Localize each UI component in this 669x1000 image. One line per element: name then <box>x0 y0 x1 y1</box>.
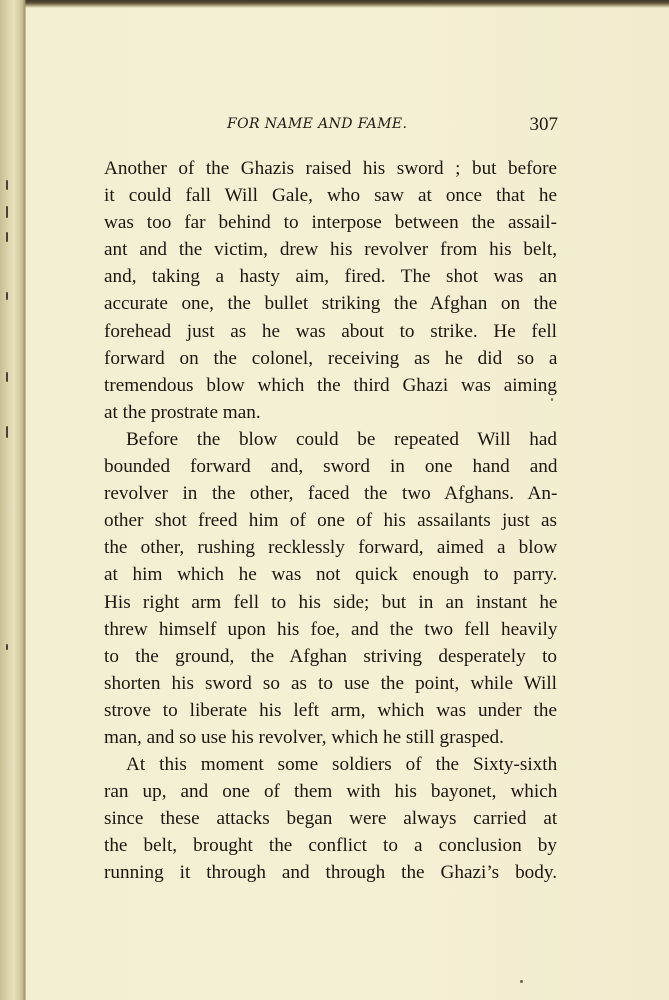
paragraph-3 <box>104 751 557 886</box>
running-head: FOR NAME AND FAME. <box>227 116 408 132</box>
text-line: accurate one, the bullet striking the Afghan on the <box>104 293 558 315</box>
gutter-mark <box>6 292 8 300</box>
text-line: it could fall Will Gale, who saw at once that he <box>104 185 557 207</box>
text-line: at the prostrate man. <box>104 401 261 423</box>
paper-speck <box>520 980 523 983</box>
gutter-mark <box>6 644 8 650</box>
gutter-mark <box>6 232 8 242</box>
gutter-mark <box>6 426 8 438</box>
text-line: Another of the Ghazis raised his sword ; but before <box>104 158 557 179</box>
text-line: Before the blow could be repeated Will had <box>126 428 558 450</box>
text-line: man, and so use his revolver, which he still grasped. <box>104 726 504 748</box>
text-line: His right arm fell to his side; but in an instant he <box>104 591 558 613</box>
paper-speck <box>551 398 553 401</box>
text-line: the other, rushing recklessly forward, aimed a blow <box>104 537 558 559</box>
text-line: forward on the colonel, receiving as he did so a <box>104 347 558 369</box>
body-text <box>104 155 557 887</box>
text-line: was too far behind to interpose between the assail- <box>104 212 557 234</box>
text-line: ant and the victim, drew his revolver from his belt, <box>104 239 557 261</box>
text-line: strove to liberate his left arm, which was under the <box>104 699 557 721</box>
text-line: at him which he was not quick enough to parry. <box>104 564 558 586</box>
text-line: the belt, brought the conflict to a conclusion by <box>104 835 557 857</box>
gutter-mark <box>6 180 8 190</box>
text-line: bounded forward and, sword in one hand and <box>104 456 558 478</box>
gutter-mark <box>6 372 8 382</box>
gutter-mark <box>6 206 8 218</box>
text-line: ran up, and one of them with his bayonet, which <box>104 781 558 803</box>
page-top-edge <box>0 0 669 8</box>
page-gutter <box>0 0 26 1000</box>
page-header <box>103 116 558 140</box>
paragraph-1 <box>104 155 557 426</box>
text-line: At this moment some soldiers of the Sixty-sixth <box>126 754 558 776</box>
text-line: tremendous blow which the third Ghazi was aiming <box>104 374 557 396</box>
text-line: forehead just as he was about to strike. He fell <box>104 320 557 342</box>
text-line: other shot freed him of one of his assailants just as <box>104 510 557 532</box>
text-line: threw himself upon his foe, and the two fell heavily <box>104 618 558 640</box>
text-line: revolver in the other, faced the two Afghans. An- <box>104 483 558 505</box>
text-line: since these attacks began were always carried at <box>104 808 558 830</box>
text-line: and, taking a hasty aim, fired. The shot was an <box>104 266 557 288</box>
text-line: shorten his sword so as to use the point, while Will <box>104 672 557 694</box>
text-line: to the ground, the Afghan striving desperately to <box>104 645 557 667</box>
page-number: 307 <box>529 114 558 135</box>
paragraph-2 <box>104 426 557 751</box>
text-line: running it through and through the Ghazi’s body. <box>104 862 557 884</box>
